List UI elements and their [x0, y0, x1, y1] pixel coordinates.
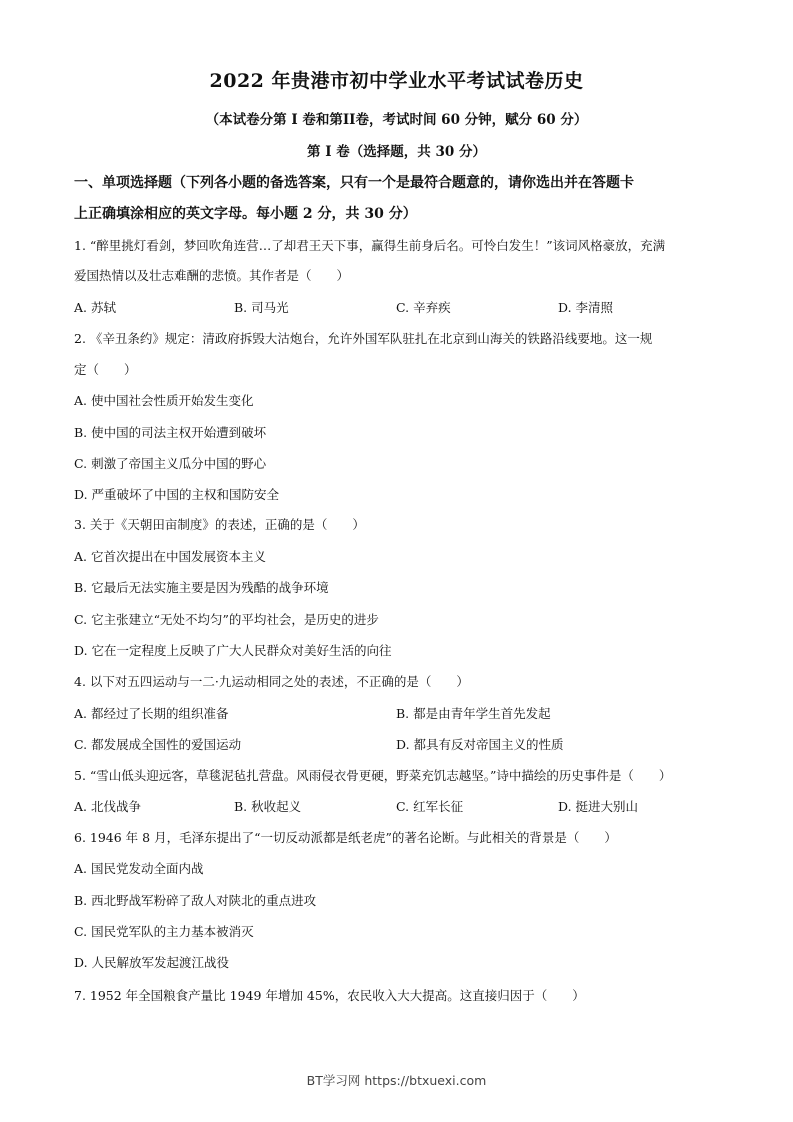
question-3-option-c: C. 它主张建立“无处不均匀”的平均社会，是历史的进步: [74, 612, 379, 627]
question-1-option-a: A. 苏轼: [74, 300, 116, 315]
question-4-option-d: D. 都具有反对帝国主义的性质: [396, 737, 564, 752]
page-title: 2022 年贵港市初中学业水平考试试卷历史: [209, 70, 584, 92]
question-2-option-b: B. 使中国的司法主权开始遭到破坏: [74, 425, 267, 440]
question-5-option-b: B. 秋收起义: [234, 799, 302, 814]
question-5-option-d: D. 挺进大别山: [558, 799, 639, 814]
question-3-option-d: D. 它在一定程度上反映了广大人民群众对美好生活的向往: [74, 643, 392, 658]
exam-instructions: （本试卷分第 I 卷和第II卷，考试时间 60 分钟，赋分 60 分）: [205, 112, 588, 128]
question-1-stem-line1: 1. “醉里挑灯看剑，梦回吹角连营…了却君王天下事，赢得生前身后名。可怜白发生！”该词风格豪放，充满: [74, 238, 666, 253]
part-heading-line2: 上正确填涂相应的英文字母。每小题 2 分，共 30 分）: [74, 206, 417, 222]
question-5-stem: 5. “雪山低头迎远客，草毯泥毡扎营盘。风雨侵衣骨更硬，野菜充饥志越坚。”诗中描绘的历史事件是（ ）: [74, 768, 672, 783]
question-7-stem: 7. 1952 年全国粮食产量比 1949 年增加 45%，农民收入大大提高。这直接归因于（ ）: [74, 988, 585, 1003]
question-2-stem-line1: 2. 《辛丑条约》规定：清政府拆毁大沽炮台，允许外国军队驻扎在北京到山海关的铁路沿线要地。这一规: [74, 331, 653, 346]
part-heading-line1: 一、单项选择题（下列各小题的备选答案，只有一个是最符合题意的，请你选出并在答题卡: [74, 175, 634, 191]
section-title: 第 I 卷（选择题，共 30 分）: [307, 144, 486, 160]
question-6-stem: 6. 1946 年 8 月，毛泽东提出了“一切反动派都是纸老虎”的著名论断。与此相关的背景是（ ）: [74, 830, 617, 845]
question-6-option-b: B. 西北野战军粉碎了敌人对陕北的重点进攻: [74, 893, 317, 908]
question-4-stem: 4. 以下对五四运动与一二·九运动相同之处的表述，不正确的是（ ）: [74, 674, 469, 689]
question-1-option-d: D. 李清照: [558, 300, 614, 315]
question-4-option-a: A. 都经过了长期的组织准备: [74, 706, 229, 721]
question-2-option-d: D. 严重破坏了中国的主权和国防安全: [74, 487, 280, 502]
question-2-option-a: A. 使中国社会性质开始发生变化: [74, 393, 254, 408]
question-5-option-c: C. 红军长征: [396, 799, 464, 814]
site-watermark: BT学习网 https://btxuexi.com: [306, 1073, 487, 1088]
question-1-option-c: C. 辛弃疾: [396, 300, 451, 315]
question-6-option-c: C. 国民党军队的主力基本被消灭: [74, 924, 254, 939]
question-6-option-d: D. 人民解放军发起渡江战役: [74, 955, 230, 970]
question-1-option-b: B. 司马光: [234, 300, 289, 315]
question-2-stem-line2: 定（ ）: [74, 362, 137, 377]
question-4-option-c: C. 都发展成全国性的爱国运动: [74, 737, 242, 752]
question-5-option-a: A. 北伐战争: [74, 799, 141, 814]
question-2-option-c: C. 刺激了帝国主义瓜分中国的野心: [74, 456, 267, 471]
question-3-option-a: A. 它首次提出在中国发展资本主义: [74, 549, 266, 564]
question-6-option-a: A. 国民党发动全面内战: [74, 861, 204, 876]
question-3-stem: 3. 关于《天朝田亩制度》的表述，正确的是（ ）: [74, 517, 365, 532]
question-4-option-b: B. 都是由青年学生首先发起: [396, 706, 551, 721]
question-1-stem-line2: 爱国热情以及壮志难酬的悲愤。其作者是（ ）: [74, 268, 350, 283]
question-3-option-b: B. 它最后无法实施主要是因为残酷的战争环境: [74, 580, 329, 595]
